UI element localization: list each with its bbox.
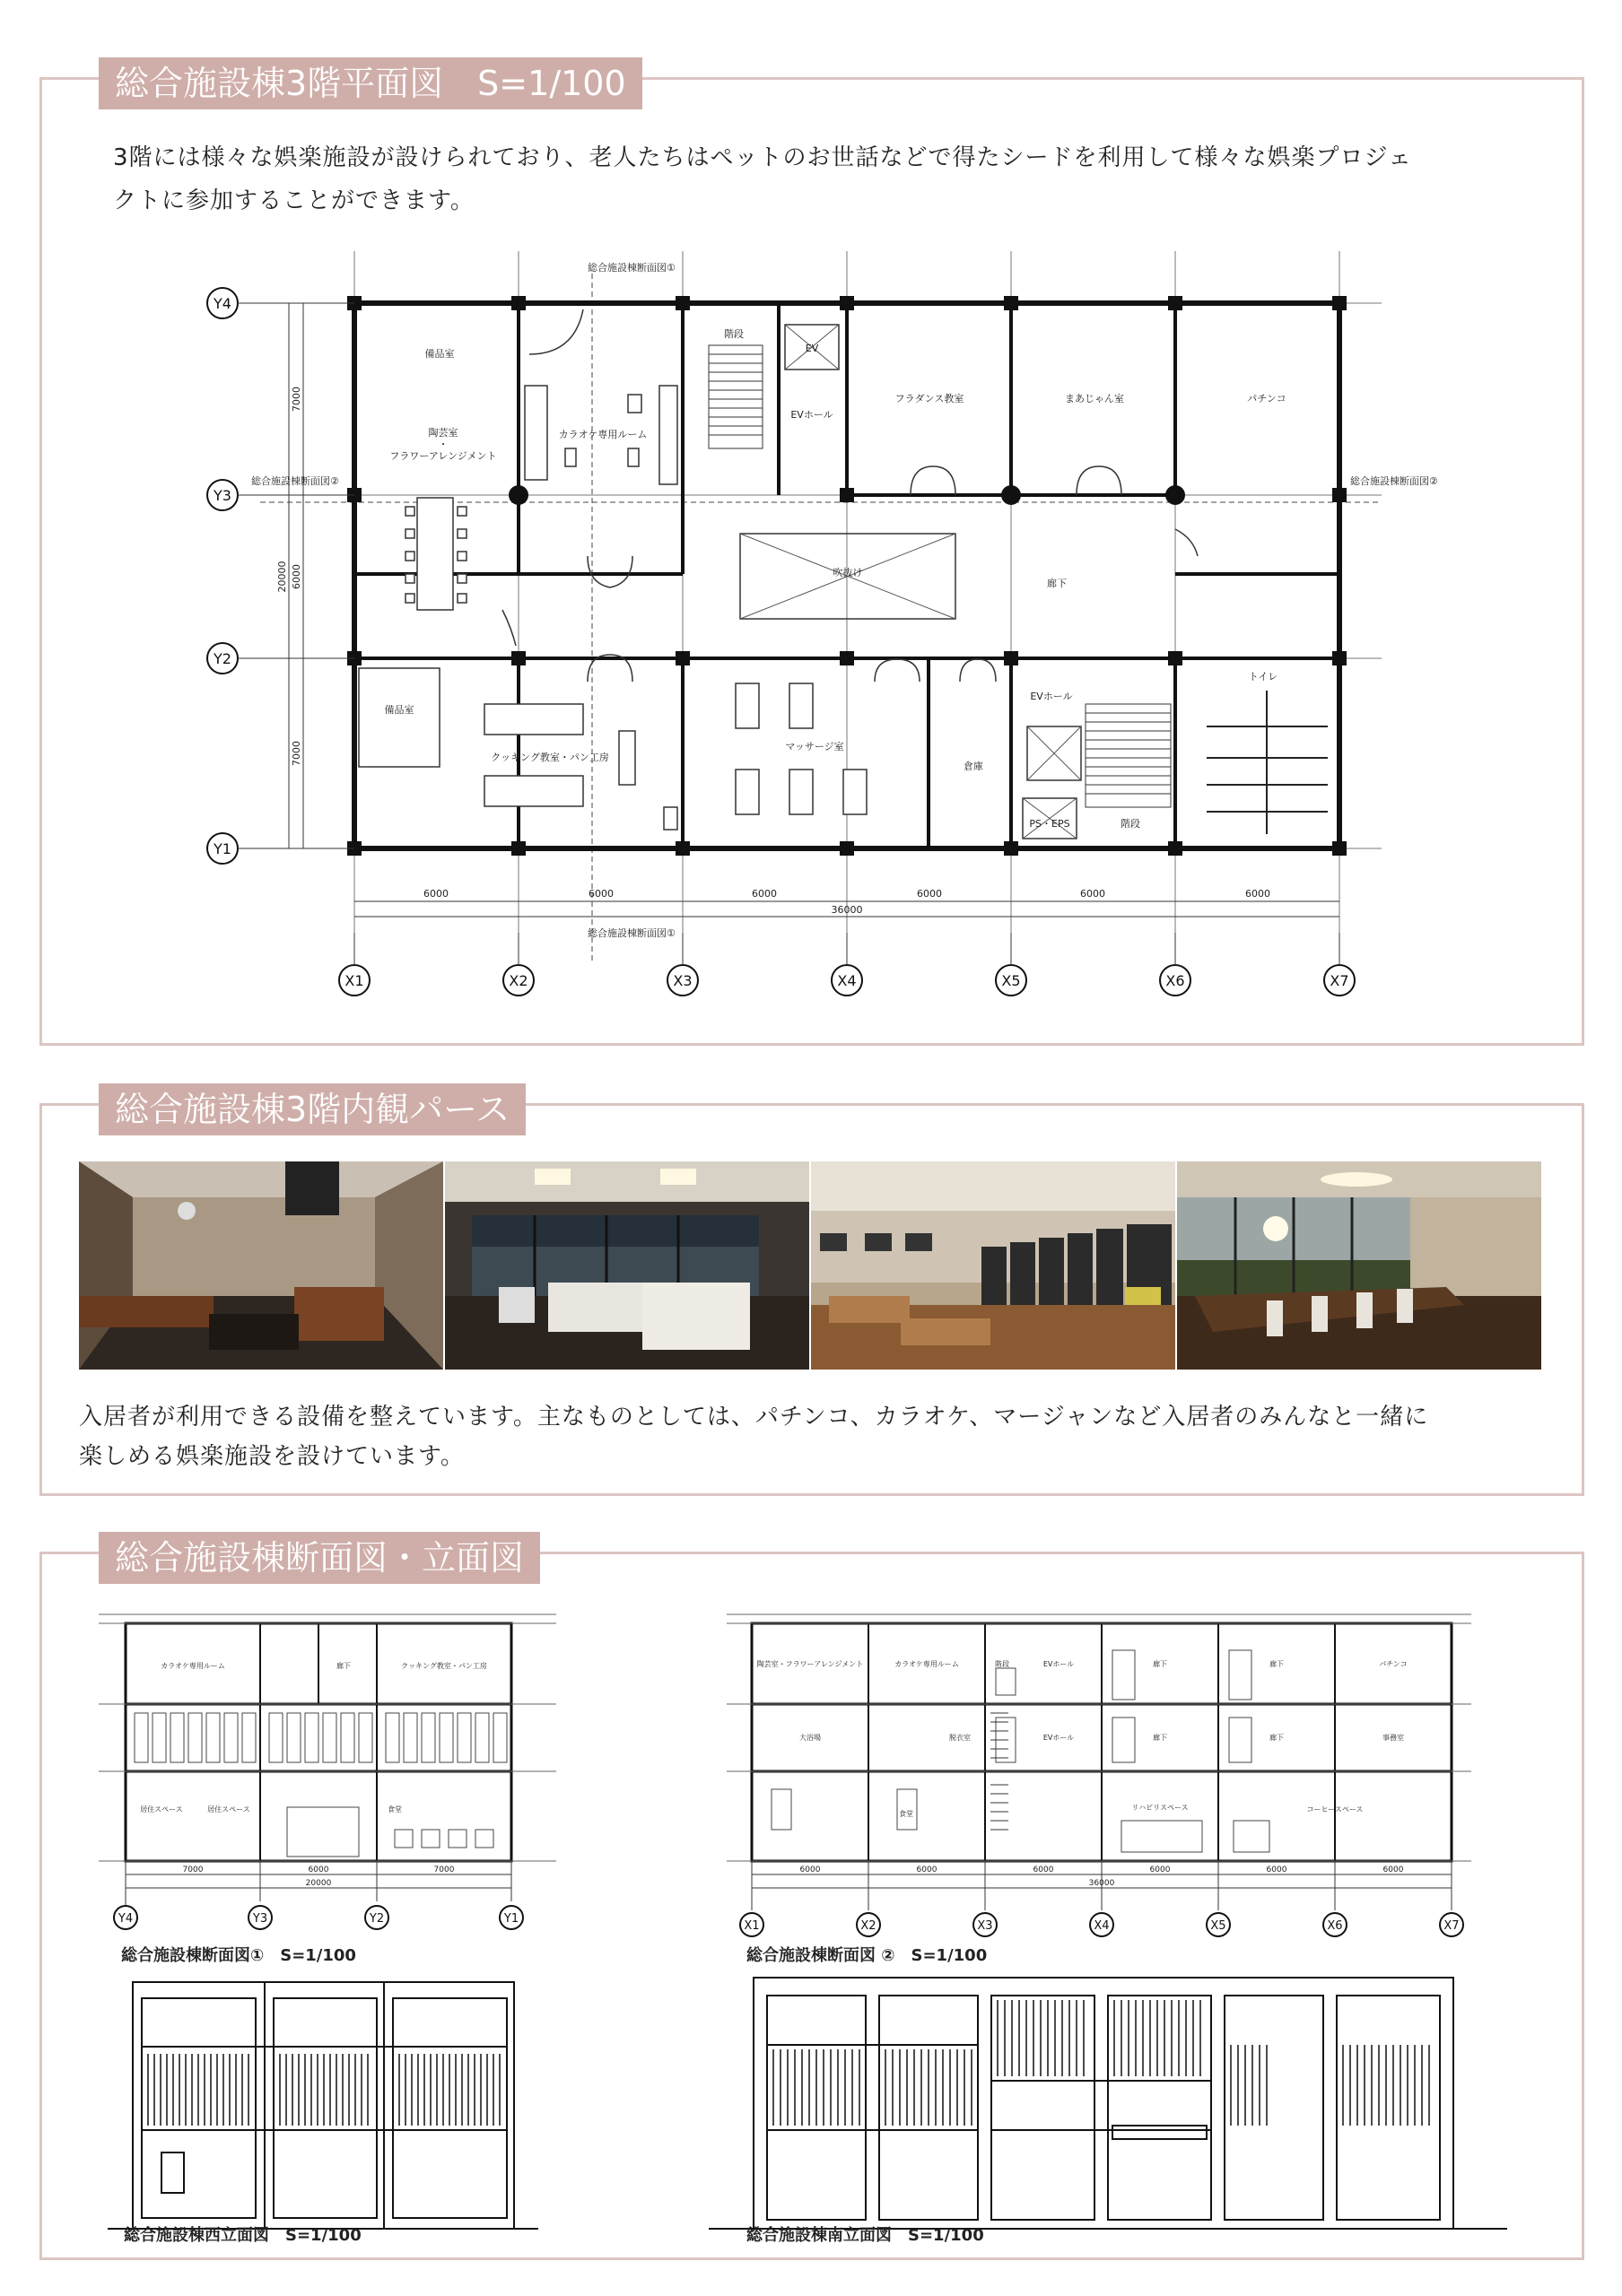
dim-h3: 7000 [291,741,302,766]
s1-dim-2: 6000 [308,1866,329,1874]
axis-x6: X6 [1165,972,1185,989]
sections-title: 総合施設棟断面図・立面図 [99,1532,540,1584]
dim-5: 6000 [1080,888,1105,900]
s2-dim-total: 36000 [1088,1879,1115,1888]
axis-y2: Y2 [214,650,231,667]
axis-x2: X2 [509,972,528,989]
s2-label-corr3: 廊下 [1153,1734,1167,1742]
floorplan-desc-line1: 3階には様々な娯楽施設が設けられており、老人たちはペットのお世話などで得たシードを利用して様々な娯楽プロジェ [113,144,1413,171]
s2-label-karaoke: カラオケ専用ルーム [894,1660,959,1668]
room-bihin-top: 備品室 [424,348,455,360]
south-elevation-caption: 総合施設棟南立面図 S=1/100 [746,2226,984,2245]
dim-htotal: 20000 [276,561,288,593]
west-elevation-caption: 総合施設棟西立面図 S=1/100 [124,2226,362,2245]
section-marker-right: 総合施設棟断面図② [1350,475,1438,487]
floorplan-desc-line2: クトに参加することができます。 [113,187,475,214]
interior-desc-line1: 入居者が利用できる設備を整えています。主なものとしては、パチンコ、カラオケ、マージャンなど入居者のみんなと一緒に [79,1404,1429,1431]
floorplan-title: 総合施設棟3階平面図 S=1/100 [99,57,642,109]
room-stairs-bottom: 階段 [1121,818,1140,830]
s1-label-cooking: クッキング教室・パン工房 [401,1662,487,1670]
s2-dim-4: 6000 [1149,1866,1171,1874]
s1-label-room-a: 居住スペース [140,1805,183,1813]
s2-label-hall: 大浴場 [799,1734,821,1742]
s2-dim-2: 6000 [916,1866,937,1874]
s1-label-corridor: 廊下 [336,1662,351,1670]
dim-h2: 6000 [291,564,302,589]
s1-axis-y3: Y3 [252,1912,268,1926]
axis-x7: X7 [1330,972,1349,989]
s2-label-coffee: コーヒースペース [1306,1805,1364,1813]
s1-dim-3: 7000 [433,1866,455,1874]
room-ps-eps: PS・EPS [1029,818,1070,830]
room-toilet: トイレ [1248,671,1278,683]
axis-y3: Y3 [214,487,231,504]
dim-3: 6000 [752,888,777,900]
dim-4: 6000 [917,888,942,900]
s2-axis-x5: X5 [1210,1919,1226,1933]
s1-axis-y2: Y2 [369,1912,385,1926]
axis-y1: Y1 [214,840,231,857]
s1-label-room-b: 居住スペース [207,1805,250,1813]
dim-2: 6000 [589,888,614,900]
room-karaoke: カラオケ専用ルーム [558,429,648,440]
room-pachinko: パチンコ [1247,393,1286,404]
s2-label-corr1: 廊下 [1153,1660,1167,1668]
section-marker-left: 総合施設棟断面図② [251,475,339,487]
room-hula: フラダンス教室 [894,393,964,404]
axis-x4: X4 [837,972,857,989]
s2-label-corr4: 廊下 [1269,1734,1284,1742]
s2-label-living: リハビリスペース [1131,1804,1189,1812]
s2-label-stairs: 階段 [995,1660,1009,1668]
axis-x5: X5 [1001,972,1021,989]
s1-label-dining: 食堂 [388,1805,402,1813]
s2-label-office: 事務室 [1382,1734,1404,1742]
room-bihin-bottom: 備品室 [384,704,414,716]
s2-axis-x6: X6 [1327,1919,1343,1933]
dim-6: 6000 [1245,888,1270,900]
room-void: 吹抜け [833,567,863,578]
section-marker-top: 総合施設棟断面図① [588,262,676,274]
room-massage: マッサージ室 [785,741,844,752]
s2-axis-x1: X1 [744,1919,760,1933]
s1-axis-y4: Y4 [118,1912,134,1926]
section2-caption: 総合施設棟断面図 ② S=1/100 [746,1946,988,1965]
s2-axis-x7: X7 [1443,1919,1460,1933]
interior-desc-line2: 楽しめる娯楽施設を設けています。 [79,1443,465,1470]
room-ev-hall-bottom: EVホール [1030,691,1073,702]
room-cooking: クッキング教室・パン工房 [491,752,609,763]
s1-axis-y1: Y1 [503,1912,519,1926]
s2-label-flower: 陶芸室・フラワーアレンジメント [756,1660,864,1668]
s1-dim-1: 7000 [182,1866,204,1874]
s2-label-changing: 脱衣室 [949,1734,971,1742]
s2-dim-1: 6000 [799,1866,821,1874]
s1-label-karaoke: カラオケ専用ルーム [161,1662,225,1670]
axis-x1: X1 [344,972,364,989]
s2-label-evhall: EVホール [1042,1660,1075,1668]
s2-label-corr2: 廊下 [1269,1660,1284,1668]
section-marker-bottom: 総合施設棟断面図① [588,927,676,939]
room-dot: ・ [438,439,449,450]
section1-caption: 総合施設棟断面図① S=1/100 [121,1946,356,1965]
s2-dim-3: 6000 [1033,1866,1054,1874]
dim-h1: 7000 [291,387,302,412]
dim-1: 6000 [423,888,449,900]
s1-dim-total: 20000 [305,1879,332,1888]
room-stairs-top: 階段 [724,328,744,340]
s2-dim-6: 6000 [1382,1866,1404,1874]
room-corridor: 廊下 [1047,578,1067,589]
room-storage: 倉庫 [964,761,983,772]
room-mahjong: まあじゃん室 [1065,393,1124,404]
axis-y4: Y4 [214,295,231,312]
room-flower: フラワーアレンジメント [389,450,497,462]
s2-dim-5: 6000 [1266,1866,1287,1874]
s2-axis-x4: X4 [1094,1919,1110,1933]
s2-label-pachinko: パチンコ [1379,1660,1408,1668]
room-ev-hall-top: EVホール [790,409,833,421]
room-pottery: 陶芸室 [428,427,458,439]
s2-label-evhall2: EVホール [1042,1734,1075,1742]
s2-axis-x3: X3 [977,1919,993,1933]
s2-label-dining: 食堂 [899,1810,913,1818]
room-ev: EV [805,343,819,354]
interior-title: 総合施設棟3階内観パース [99,1083,526,1135]
dim-total: 36000 [831,904,863,916]
s2-axis-x2: X2 [860,1919,876,1933]
axis-x3: X3 [673,972,693,989]
